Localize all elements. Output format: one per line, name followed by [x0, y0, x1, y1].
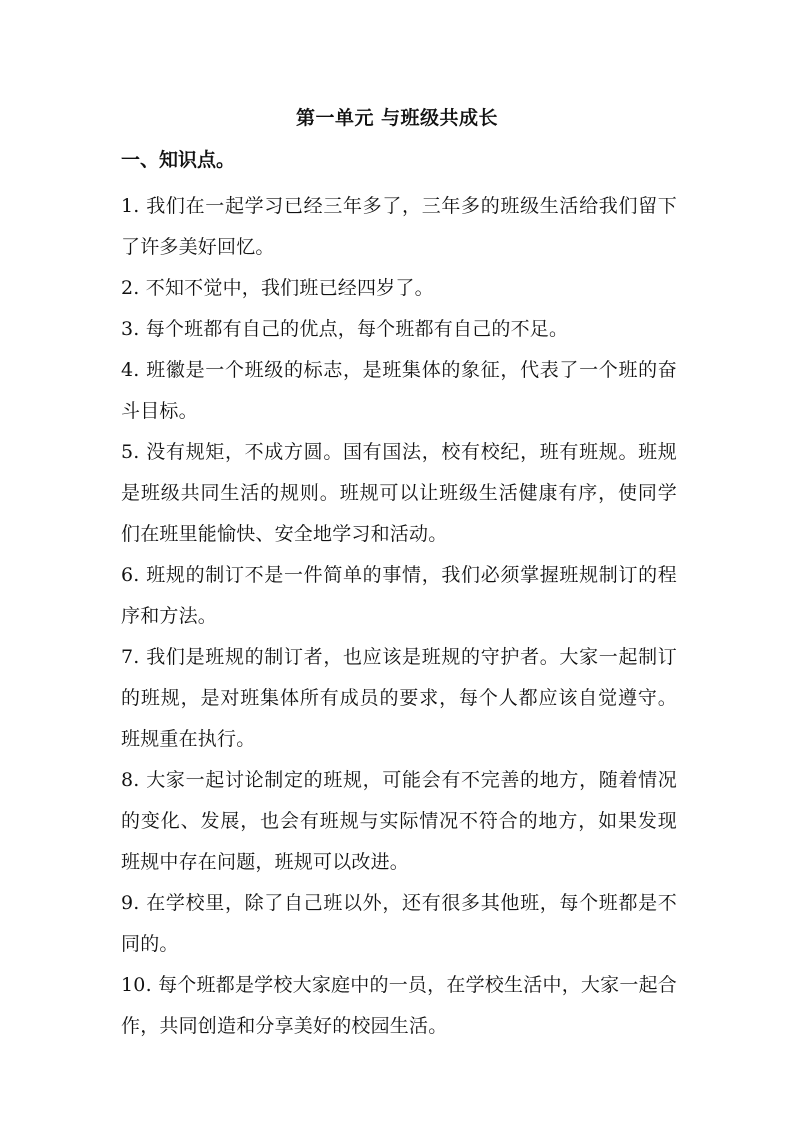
knowledge-points-list	[121, 186, 677, 1047]
knowledge-point-3: 3. 每个班都有自己的优点，每个班都有自己的不足。	[121, 318, 569, 340]
knowledge-point-9: 9. 在学校里，除了自己班以外，还有很多其他班，每个班都是不同的。	[121, 892, 677, 955]
knowledge-point-6: 6. 班规的制订不是一件简单的事情，我们必须掌握班规制订的程序和方法。	[121, 564, 677, 627]
knowledge-point-5: 5. 没有规矩，不成方圆。国有国法，校有校纪，班有班规。班规是班级共同生活的规则。班规可以让班级生活健康有序，使同学们在班里能愉快、安全地学习和活动。	[121, 441, 677, 545]
knowledge-point-10: 10. 每个班都是学校大家庭中的一员，在学校生活中，大家一起合作，共同创造和分享美好的校园生活。	[121, 974, 677, 1037]
section-heading: 一、知识点。	[121, 149, 236, 171]
knowledge-point-1: 1. 我们在一起学习已经三年多了，三年多的班级生活给我们留下了许多美好回忆。	[121, 195, 677, 258]
knowledge-point-7: 7. 我们是班规的制订者，也应该是班规的守护者。大家一起制订的班规，是对班集体所有成员的要求，每个人都应该自觉遵守。班规重在执行。	[121, 646, 677, 750]
knowledge-point-2: 2. 不知不觉中，我们班已经四岁了。	[121, 277, 434, 299]
knowledge-point-8: 8. 大家一起讨论制定的班规，可能会有不完善的地方，随着情况的变化、发展，也会有班规与实际情况不符合的地方，如果发现班规中存在问题，班规可以改进。	[121, 769, 677, 873]
document-title: 第一单元 与班级共成长	[295, 107, 499, 129]
knowledge-point-4: 4. 班徽是一个班级的标志，是班集体的象征，代表了一个班的奋斗目标。	[121, 359, 677, 422]
